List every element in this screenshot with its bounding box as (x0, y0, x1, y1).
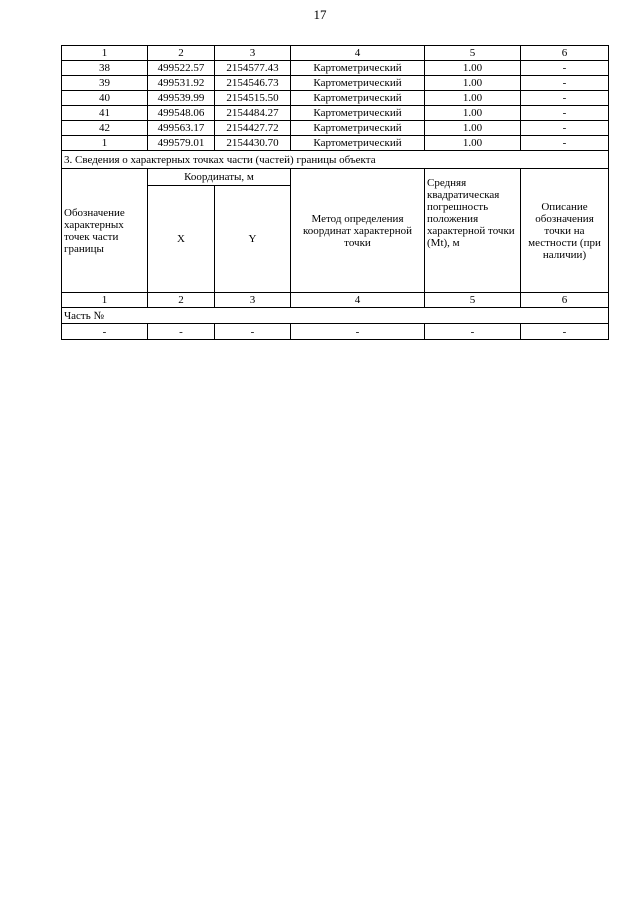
column-number: 5 (425, 46, 521, 61)
table-cell: 2154515.50 (215, 91, 291, 106)
table-cell: 2154484.27 (215, 106, 291, 121)
table-cell: Картометрический (291, 121, 425, 136)
empty-cell: - (425, 324, 521, 340)
column-number: 1 (62, 293, 148, 308)
empty-cell: - (215, 324, 291, 340)
table-cell: 42 (62, 121, 148, 136)
column-number: 5 (425, 293, 521, 308)
table-cell: 499531.92 (148, 76, 215, 91)
table-cell: Картометрический (291, 91, 425, 106)
table-cell: 499548.06 (148, 106, 215, 121)
table-cell: 2154577.43 (215, 61, 291, 76)
table-cell: Картометрический (291, 61, 425, 76)
table-cell: - (521, 91, 609, 106)
table-row (62, 121, 609, 136)
table-cell: 499522.57 (148, 61, 215, 76)
table-cell: - (521, 136, 609, 151)
column-number-row (62, 46, 609, 61)
table-cell: 1.00 (425, 61, 521, 76)
empty-cell: - (521, 324, 609, 340)
table-cell: Картометрический (291, 106, 425, 121)
table-row (62, 91, 609, 106)
boundary-points-table (61, 45, 609, 340)
y-header: Y (215, 186, 291, 293)
table-cell: 499563.17 (148, 121, 215, 136)
part-number-row (62, 308, 609, 324)
table-cell: 1.00 (425, 76, 521, 91)
column-number: 3 (215, 46, 291, 61)
table-cell: Картометрический (291, 76, 425, 91)
empty-cell: - (62, 324, 148, 340)
table-cell: 2154427.72 (215, 121, 291, 136)
table-row (62, 76, 609, 91)
column-number: 2 (148, 293, 215, 308)
column-number: 2 (148, 46, 215, 61)
table-cell: - (521, 61, 609, 76)
table-row (62, 106, 609, 121)
table-cell: - (521, 121, 609, 136)
table-cell: 41 (62, 106, 148, 121)
empty-data-row (62, 324, 609, 340)
table-cell: 40 (62, 91, 148, 106)
empty-cell: - (291, 324, 425, 340)
column-number: 6 (521, 46, 609, 61)
column-number: 1 (62, 46, 148, 61)
table-cell: 1 (62, 136, 148, 151)
column-number: 4 (291, 293, 425, 308)
table-cell: 1.00 (425, 121, 521, 136)
page-number: 17 (313, 7, 327, 22)
method-header: Метод определения координат характерной точки (291, 169, 425, 293)
description-header: Описание обозначения точки на местности (при наличии) (521, 169, 609, 293)
section-3-header-row-1 (62, 169, 609, 186)
error-header: Средняя квадратическая погрешность положения характерной точки (Mt), м (425, 169, 521, 293)
column-number: 3 (215, 293, 291, 308)
x-header: X (148, 186, 215, 293)
table-cell: 2154546.73 (215, 76, 291, 91)
part-number-label: Часть № (62, 308, 609, 324)
table-cell: 499539.99 (148, 91, 215, 106)
table-row (62, 61, 609, 76)
coordinates-header: Координаты, м (148, 169, 291, 186)
table-cell: 1.00 (425, 106, 521, 121)
empty-cell: - (148, 324, 215, 340)
table-cell: 1.00 (425, 91, 521, 106)
point-designation-header: Обозначение характерных точек части границы (62, 169, 148, 293)
section-3-title-row (62, 151, 609, 169)
table-cell: - (521, 106, 609, 121)
column-number: 6 (521, 293, 609, 308)
table-cell: 2154430.70 (215, 136, 291, 151)
section-3-column-number-row (62, 293, 609, 308)
table-cell: 39 (62, 76, 148, 91)
table-cell: - (521, 76, 609, 91)
table-cell: 38 (62, 61, 148, 76)
table-cell: 1.00 (425, 136, 521, 151)
table-cell: 499579.01 (148, 136, 215, 151)
table-row (62, 136, 609, 151)
section-3-title: 3. Сведения о характерных точках части (частей) границы объекта (62, 151, 609, 169)
column-number: 4 (291, 46, 425, 61)
table-cell: Картометрический (291, 136, 425, 151)
